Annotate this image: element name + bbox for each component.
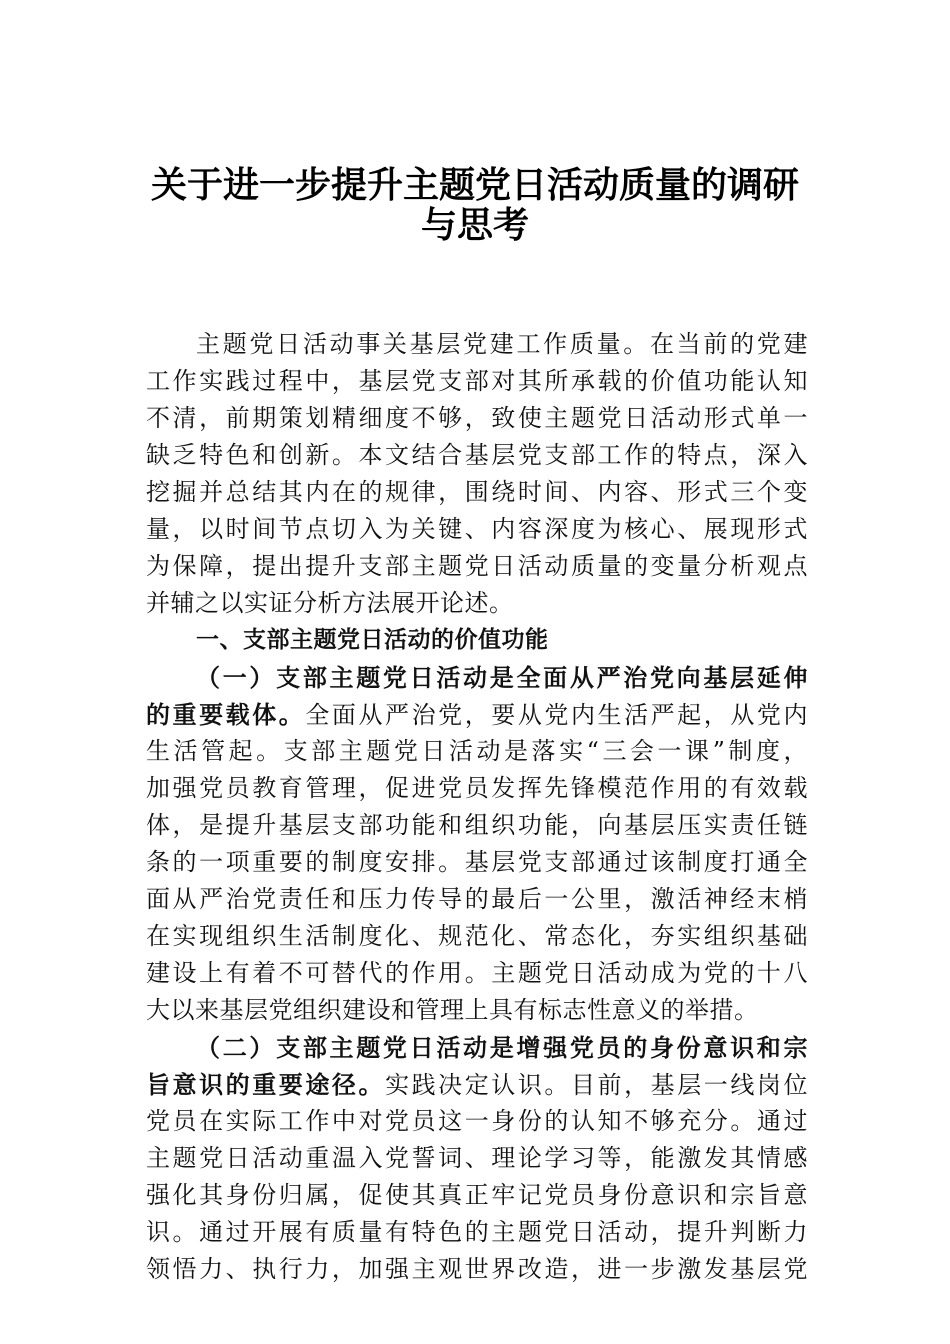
intro-line: 并辅之以实证分析方法展开论述。 [146, 589, 514, 617]
para1-line: 加强党员教育管理，促进党员发挥先锋模范作用的有效载 [146, 774, 808, 802]
para2-line: 强化其身份归属，促使其真正牢记党员身份意识和宗旨意 [146, 1181, 808, 1209]
para1-line [146, 696, 808, 733]
para1-line: 条的一项重要的制度安排。基层党支部通过该制度打通全 [146, 848, 808, 876]
para1-line: 建设上有着不可替代的作用。主题党日活动成为党的十八 [146, 959, 808, 987]
intro-line: 主题党日活动事关基层党建工作质量。在当前的党建 [196, 330, 808, 358]
para1-bold-line: （一）支部主题党日活动是全面从严治党向基层延伸 [196, 663, 808, 692]
intro-line: 不清，前期策划精细度不够，致使主题党日活动形式单一 [146, 404, 808, 432]
para1-line: 体，是提升基层支部功能和组织功能，向基层压实责任链 [146, 811, 808, 839]
document-title-line-1: 关于进一步提升主题党日活动质量的调研 [150, 164, 799, 206]
para1-line: 面从严治党责任和压力传导的最后一公里，激活神经末梢 [146, 885, 808, 913]
para2-bold-lead: 旨意识的重要途径。 [146, 1070, 386, 1099]
document-body [146, 326, 808, 1288]
para2-line: 党员在实际工作中对党员这一身份的认知不够充分。通过 [146, 1107, 808, 1135]
section-heading: 一、支部主题党日活动的价值功能 [196, 627, 549, 653]
para1-line-rest: 全面从严治党，要从党内生活严起，从党内 [305, 701, 808, 729]
document-title-line-2: 与思考 [420, 204, 529, 246]
intro-line: 缺乏特色和创新。本文结合基层党支部工作的特点，深入 [146, 441, 808, 469]
intro-line: 为保障，提出提升支部主题党日活动质量的变量分析观点 [146, 552, 808, 580]
para2-line-rest: 实践决定认识。目前，基层一线岗位 [385, 1071, 808, 1099]
para2-line: 主题党日活动重温入党誓词、理论学习等，能激发其情感 [146, 1144, 808, 1172]
para2-bold-line: （二）支部主题党日活动是增强党员的身份意识和宗 [196, 1033, 808, 1062]
para2-line: 领悟力、执行力，加强主观世界改造，进一步激发基层党 [146, 1255, 808, 1283]
para1-line: 生活管起。支部主题党日活动是落实“三会一课”制度， [146, 737, 808, 765]
intro-line: 量，以时间节点切入为关键、内容深度为核心、展现形式 [146, 515, 808, 543]
para1-line: 在实现组织生活制度化、规范化、常态化，夯实组织基础 [146, 922, 808, 950]
intro-line: 挖掘并总结其内在的规律，围绕时间、内容、形式三个变 [146, 478, 808, 506]
para1-bold-lead: 的重要载体。 [146, 700, 306, 729]
para2-line: 识。通过开展有质量有特色的主题党日活动，提升判断力 [146, 1218, 808, 1246]
para2-line [146, 1066, 808, 1103]
para1-line: 大以来基层党组织建设和管理上具有标志性意义的举措。 [146, 996, 759, 1024]
intro-line: 工作实践过程中，基层党支部对其所承载的价值功能认知 [146, 367, 808, 395]
